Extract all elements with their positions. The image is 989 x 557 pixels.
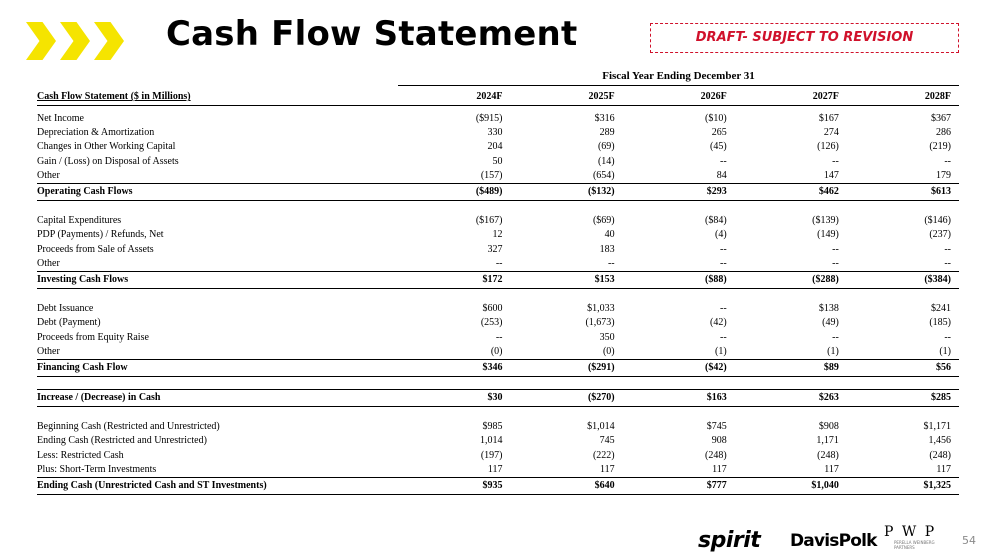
row-label: Operating Cash Flows xyxy=(37,184,398,201)
row-label: Plus: Short-Term Investments xyxy=(37,464,157,475)
table-row xyxy=(37,331,959,346)
value-cell: $745 xyxy=(706,420,727,432)
value-cell: ($88) xyxy=(623,272,735,289)
row-label: Gain / (Loss) on Disposal of Assets xyxy=(37,155,179,167)
value-cell: $985 xyxy=(482,420,503,432)
row-label: Increase / (Decrease) in Cash xyxy=(37,390,398,407)
table-row xyxy=(37,140,959,155)
row-label: Depreciation & Amortization xyxy=(37,126,155,138)
row-label: Other xyxy=(37,346,60,357)
value-cell: ($489) xyxy=(398,184,510,201)
value-cell: $1,033 xyxy=(587,302,615,314)
value-cell: -- xyxy=(495,258,503,269)
value-cell: -- xyxy=(832,331,839,343)
row-label: Proceeds from Equity Raise xyxy=(37,331,149,343)
value-cell: (222) xyxy=(592,449,615,461)
table-row xyxy=(37,105,959,126)
value-cell: 117 xyxy=(599,464,615,475)
value-cell: $613 xyxy=(847,184,959,201)
value-cell: 117 xyxy=(712,464,727,475)
value-cell: $935 xyxy=(398,478,510,495)
value-cell: $908 xyxy=(818,420,839,432)
pwp-logo-subtext: PERELLA WEINBERG PARTNERS xyxy=(894,540,935,550)
value-cell: ($270) xyxy=(511,390,623,407)
value-cell: 274 xyxy=(823,126,839,138)
spacer-cell xyxy=(37,201,959,214)
value-cell: 327 xyxy=(487,243,503,255)
row-label: Financing Cash Flow xyxy=(37,360,398,377)
chevron-arrows-icon xyxy=(26,22,128,60)
value-cell: (197) xyxy=(480,449,503,461)
row-label: Ending Cash (Unrestricted Cash and ST Investments) xyxy=(37,478,398,495)
value-cell: $30 xyxy=(398,390,510,407)
value-cell: $241 xyxy=(931,302,951,314)
footer xyxy=(0,520,989,557)
table-header-row xyxy=(37,90,959,105)
value-cell: $1,171 xyxy=(923,420,951,432)
table-row xyxy=(37,463,959,478)
page-number: 54 xyxy=(962,534,976,547)
value-cell: 179 xyxy=(936,170,951,181)
page-title: Cash Flow Statement xyxy=(166,14,578,54)
value-cell: (248) xyxy=(705,449,727,461)
row-header-label: Cash Flow Statement ($ in Millions) xyxy=(37,90,398,105)
value-cell: (42) xyxy=(710,317,727,329)
davis-polk-logo: DavisPolk xyxy=(790,531,877,551)
table-row xyxy=(37,257,959,272)
value-cell: (253) xyxy=(480,317,503,329)
value-cell: ($69) xyxy=(592,214,615,226)
value-cell: $1,040 xyxy=(735,478,847,495)
row-label: Capital Expenditures xyxy=(37,214,122,226)
value-cell: ($291) xyxy=(511,360,623,377)
value-cell: ($139) xyxy=(812,214,839,226)
fiscal-year-header: Fiscal Year Ending December 31 xyxy=(398,70,959,86)
row-label: Changes in Other Working Capital xyxy=(37,141,176,153)
column-header: 2026F xyxy=(623,90,735,105)
total-row xyxy=(37,272,959,289)
spacer-row xyxy=(37,407,959,420)
value-cell: -- xyxy=(720,155,727,167)
pwp-logo xyxy=(884,524,946,554)
value-cell: -- xyxy=(720,258,727,269)
table-row xyxy=(37,420,959,435)
value-cell: 117 xyxy=(936,464,951,475)
row-label: Investing Cash Flows xyxy=(37,272,398,289)
row-label: Other xyxy=(37,170,60,181)
value-cell: -- xyxy=(607,258,615,269)
value-cell: -- xyxy=(944,331,951,343)
value-cell: (654) xyxy=(592,170,615,181)
table-row xyxy=(37,434,959,449)
value-cell: 745 xyxy=(599,435,615,447)
value-cell: (69) xyxy=(597,141,615,153)
value-cell: $263 xyxy=(735,390,847,407)
spacer-cell xyxy=(37,377,959,390)
value-cell: (0) xyxy=(602,346,615,357)
value-cell: $640 xyxy=(511,478,623,495)
value-cell: -- xyxy=(944,155,951,167)
row-label: Debt Issuance xyxy=(37,302,94,314)
value-cell: $367 xyxy=(931,112,951,124)
pwp-logo-mark: P W P xyxy=(884,524,937,540)
spacer-row xyxy=(37,201,959,214)
value-cell: (219) xyxy=(929,141,951,153)
table-row xyxy=(37,169,959,184)
row-label: Beginning Cash (Restricted and Unrestricted) xyxy=(37,420,220,432)
spirit-logo: spirit xyxy=(698,528,761,553)
value-cell: -- xyxy=(720,302,727,314)
value-cell: -- xyxy=(720,331,727,343)
table-row xyxy=(37,126,959,141)
value-cell: 265 xyxy=(711,126,727,138)
value-cell: $316 xyxy=(594,112,615,124)
value-cell: 183 xyxy=(599,243,615,255)
table-body xyxy=(37,105,959,495)
value-cell: -- xyxy=(832,258,839,269)
row-label: Other xyxy=(37,258,60,269)
value-cell: ($10) xyxy=(705,112,727,124)
column-header: 2024F xyxy=(398,90,510,105)
value-cell: ($384) xyxy=(847,272,959,289)
value-cell: $600 xyxy=(482,302,503,314)
table-row xyxy=(37,243,959,258)
value-cell: 1,171 xyxy=(816,435,839,447)
total-row xyxy=(37,184,959,201)
row-label: Less: Restricted Cash xyxy=(37,449,124,461)
value-cell: (1) xyxy=(939,346,951,357)
value-cell: (126) xyxy=(817,141,839,153)
table-row xyxy=(37,449,959,464)
value-cell: -- xyxy=(944,258,951,269)
value-cell: 350 xyxy=(599,331,615,343)
value-cell: -- xyxy=(495,331,503,343)
value-cell: ($915) xyxy=(475,112,503,124)
value-cell: 286 xyxy=(936,126,951,138)
row-label: Net Income xyxy=(37,112,84,124)
value-cell: (248) xyxy=(817,449,839,461)
value-cell: 117 xyxy=(824,464,839,475)
value-cell: (185) xyxy=(929,317,951,329)
value-cell: (45) xyxy=(710,141,727,153)
row-label: Debt (Payment) xyxy=(37,317,101,329)
value-cell: (14) xyxy=(597,155,615,167)
spacer-cell xyxy=(37,407,959,420)
column-header: 2025F xyxy=(511,90,623,105)
value-cell: $138 xyxy=(818,302,839,314)
total-row xyxy=(37,390,959,407)
value-cell: 330 xyxy=(487,126,503,138)
value-cell: (1) xyxy=(715,346,727,357)
cash-flow-table xyxy=(37,90,959,495)
value-cell: $293 xyxy=(623,184,735,201)
spacer-row xyxy=(37,289,959,302)
value-cell: $172 xyxy=(398,272,510,289)
value-cell: $346 xyxy=(398,360,510,377)
value-cell: ($288) xyxy=(735,272,847,289)
value-cell: $56 xyxy=(847,360,959,377)
value-cell: (149) xyxy=(817,229,839,241)
table-row xyxy=(37,316,959,331)
value-cell: ($167) xyxy=(475,214,503,226)
value-cell: 1,456 xyxy=(928,435,951,447)
column-header: 2028F xyxy=(847,90,959,105)
value-cell: $153 xyxy=(511,272,623,289)
value-cell: (1,673) xyxy=(585,317,615,329)
value-cell: (237) xyxy=(929,229,951,241)
row-label: PDP (Payments) / Refunds, Net xyxy=(37,229,164,241)
value-cell: $89 xyxy=(735,360,847,377)
table-row xyxy=(37,345,959,360)
row-label: Proceeds from Sale of Assets xyxy=(37,243,154,255)
value-cell: 117 xyxy=(487,464,503,475)
table-row xyxy=(37,155,959,170)
value-cell: $1,014 xyxy=(587,420,615,432)
column-header: 2027F xyxy=(735,90,847,105)
value-cell: 908 xyxy=(711,435,727,447)
value-cell: ($146) xyxy=(924,214,951,226)
total-row xyxy=(37,360,959,377)
value-cell: (157) xyxy=(480,170,503,181)
value-cell: $1,325 xyxy=(847,478,959,495)
table-row xyxy=(37,214,959,229)
value-cell: (49) xyxy=(822,317,839,329)
value-cell: ($132) xyxy=(511,184,623,201)
value-cell: $167 xyxy=(818,112,839,124)
table-row xyxy=(37,228,959,243)
value-cell: 1,014 xyxy=(480,435,503,447)
spacer-cell xyxy=(37,289,959,302)
value-cell: -- xyxy=(832,155,839,167)
value-cell: ($84) xyxy=(705,214,727,226)
value-cell: (1) xyxy=(827,346,839,357)
draft-notice: DRAFT- SUBJECT TO REVISION xyxy=(650,23,959,53)
value-cell: (0) xyxy=(490,346,503,357)
value-cell: 50 xyxy=(492,155,503,167)
value-cell: (4) xyxy=(715,229,727,241)
value-cell: -- xyxy=(832,243,839,255)
value-cell: -- xyxy=(944,243,951,255)
value-cell: (248) xyxy=(929,449,951,461)
spacer-row xyxy=(37,377,959,390)
value-cell: $163 xyxy=(623,390,735,407)
value-cell: -- xyxy=(720,243,727,255)
value-cell: $462 xyxy=(735,184,847,201)
value-cell: 147 xyxy=(823,170,839,181)
row-label: Ending Cash (Restricted and Unrestricted) xyxy=(37,435,207,447)
value-cell: ($42) xyxy=(623,360,735,377)
value-cell: 289 xyxy=(599,126,615,138)
total-row xyxy=(37,478,959,495)
value-cell: $777 xyxy=(623,478,735,495)
value-cell: 40 xyxy=(604,229,615,241)
value-cell: 204 xyxy=(487,141,503,153)
value-cell: 84 xyxy=(716,170,727,181)
value-cell: 12 xyxy=(492,229,503,241)
table-row xyxy=(37,302,959,317)
value-cell: $285 xyxy=(847,390,959,407)
